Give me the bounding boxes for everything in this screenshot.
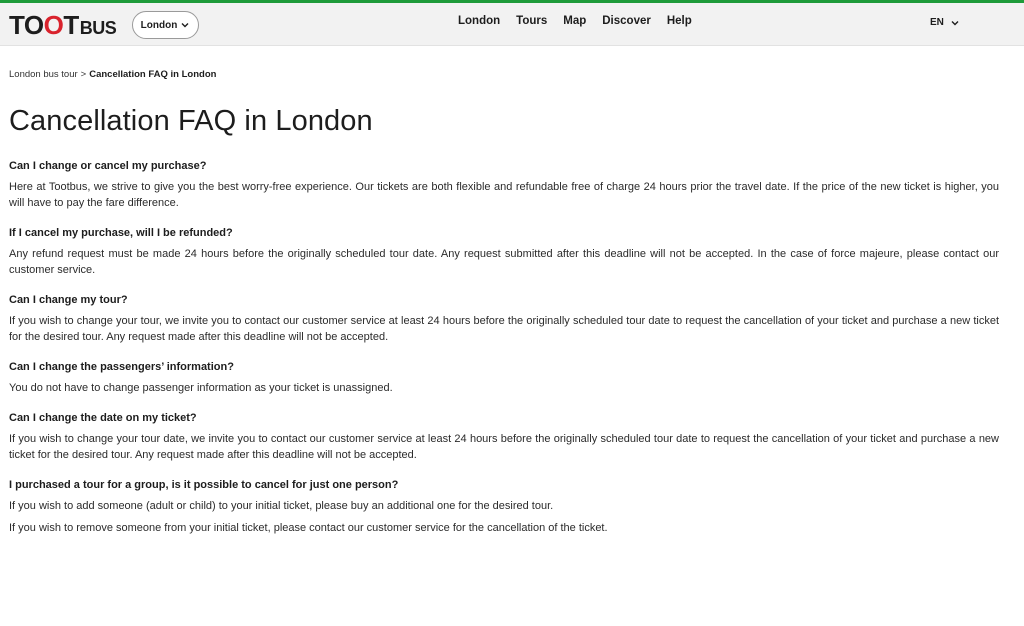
logo-text-to: TO [9,10,44,40]
logo-text-t: T [63,10,79,40]
tootbus-logo[interactable] [9,10,116,38]
faq-question: Can I change my tour? [9,294,128,306]
faq-item [9,412,999,463]
nav-help[interactable]: Help [666,15,692,27]
site-header [0,3,1024,46]
main-nav [458,15,708,27]
chevron-down-icon [950,18,960,28]
language-label: EN [930,17,944,28]
faq-item [9,294,999,345]
faq-answer: If you wish to remove someone from your initial ticket, please contact our customer service for the cancellation of the ticket. [9,522,608,534]
faq-list [9,160,999,536]
breadcrumb-parent-link[interactable]: London bus tour [9,69,78,80]
faq-question: I purchased a tour for a group, is it possible to cancel for just one person? [9,479,399,491]
faq-answer: You do not have to change passenger information as your ticket is unassigned. [9,382,393,394]
faq-answer: Here at Tootbus, we strive to give you the best worry-free experience. Our tickets are both flexible and refundable free of charge 24 hours prior the travel date. If the price of the new ticket is higher, you will have to pay the fare difference. [9,181,999,209]
breadcrumb-separator: > [80,69,87,80]
faq-answer: Any refund request must be made 24 hours before the originally scheduled tour date. Any request submitted after this deadline will not be accepted. In the case of force majeure, please contact our customer service. [9,248,999,276]
breadcrumb-current: Cancellation FAQ in London [89,69,217,80]
faq-item [9,361,999,396]
faq-question: Can I change the passengers’ information? [9,361,234,373]
faq-question: Can I change or cancel my purchase? [9,160,207,172]
language-selector[interactable] [930,17,960,28]
faq-question: Can I change the date on my ticket? [9,412,197,424]
chevron-down-icon [180,20,190,30]
city-select-dropdown[interactable] [132,11,199,39]
nav-discover[interactable]: Discover [602,15,651,27]
breadcrumb [9,69,999,80]
logo-text-o: O [43,10,64,40]
faq-question: If I cancel my purchase, will I be refunded? [9,227,233,239]
main-content [9,69,999,552]
nav-map[interactable]: Map [563,15,587,27]
faq-answer: If you wish to change your tour, we invite you to contact our customer service at least 24 hours before the originally scheduled tour date to request the cancellation of your ticket and purchase a new ticket for the desired tour. Any request made after this deadline will not be accepted. [9,315,999,343]
faq-item [9,227,999,278]
nav-tours[interactable]: Tours [516,15,548,27]
faq-item [9,479,999,536]
page-title: Cancellation FAQ in London [9,105,373,137]
logo-text-bus: BUS [79,18,117,38]
faq-answer: If you wish to add someone (adult or child) to your initial ticket, please buy an additional one for the desired tour. [9,500,554,512]
faq-answer: If you wish to change your tour date, we invite you to contact our customer service at least 24 hours before the originally scheduled tour date to request the cancellation of your ticket and purchase a new ticket for the desired tour. Any request made after this deadline will not be accepted. [9,433,999,461]
faq-item [9,160,999,211]
nav-london[interactable]: London [458,15,501,27]
city-select-label: London [140,19,178,31]
